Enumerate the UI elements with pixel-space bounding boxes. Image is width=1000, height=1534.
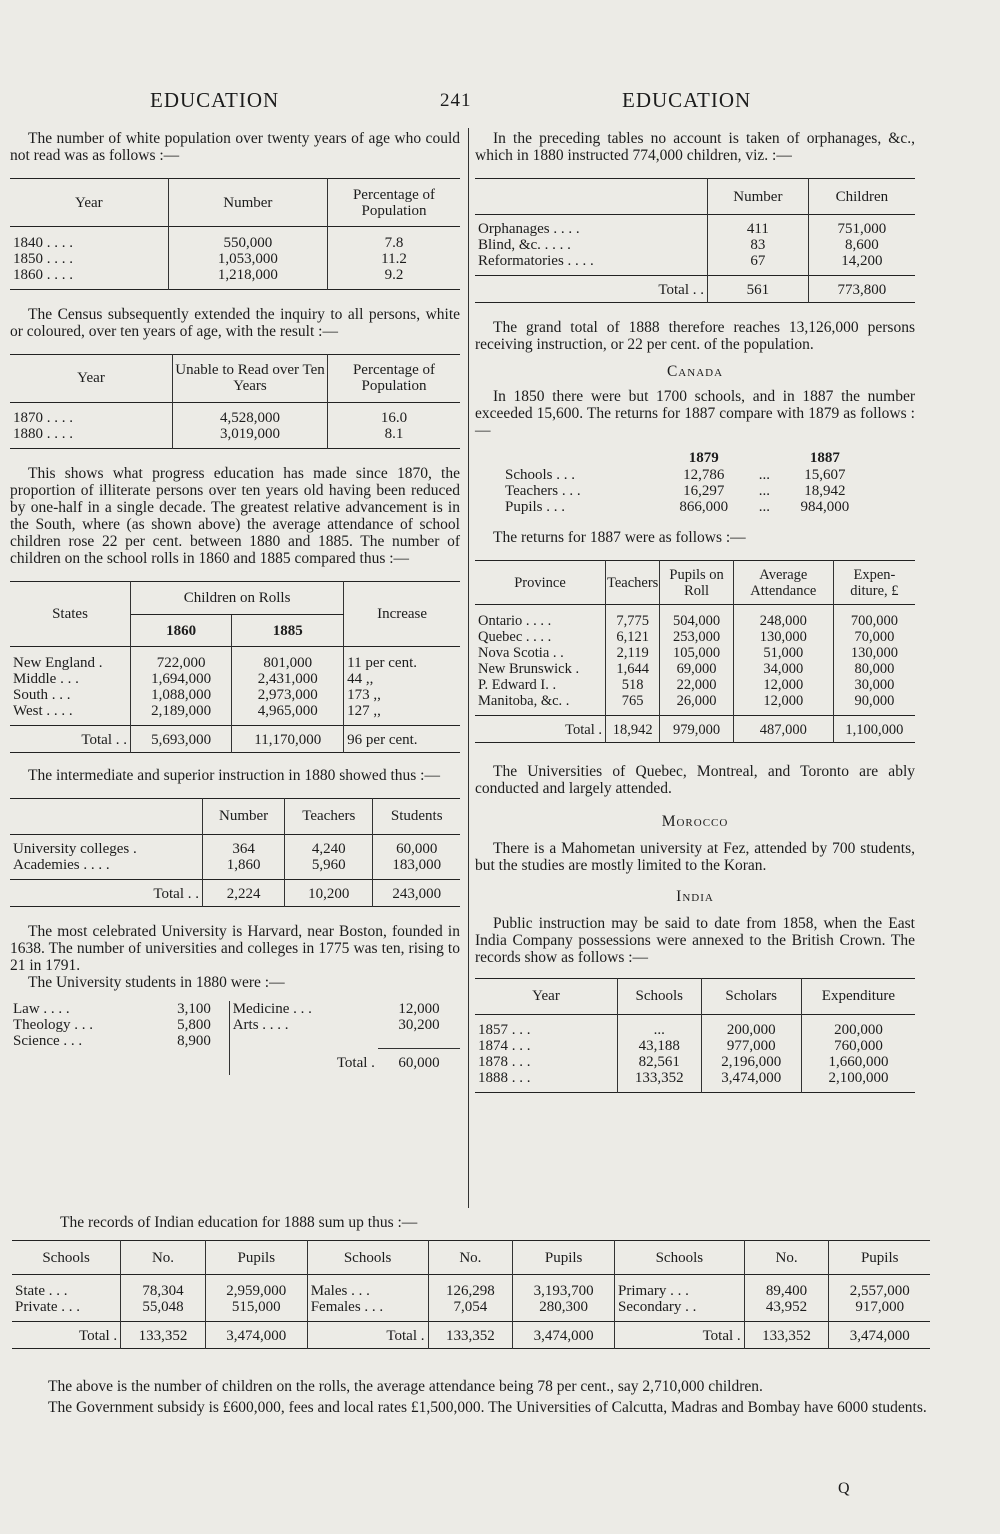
paragraph: In 1850 there were but 1700 schools, and in 1887 the number exceeded 15,600. The returns for 1887 compare with 1879 as follows :— bbox=[475, 388, 915, 439]
table-row: 1880 . . . . 3,019,000 8.1 bbox=[10, 426, 460, 449]
col-header: Children on Rolls bbox=[131, 582, 344, 615]
paragraph: The number of white population over twenty years of age who could not read was as follows :— bbox=[10, 130, 460, 164]
table-row: South . . . 1,088,000 2,973,000 173 ,, bbox=[10, 687, 460, 703]
col-header: Expen-diture, £ bbox=[850, 566, 899, 599]
table-row: 1850 . . . . 1,053,000 11.2 bbox=[10, 251, 460, 267]
canada-comparison-table bbox=[475, 449, 871, 515]
section-heading-canada: Canada bbox=[666, 363, 724, 380]
table-row: Reformatories . . . . 67 14,200 bbox=[475, 253, 915, 276]
col-header: 1879 bbox=[688, 450, 719, 466]
india-summary-table bbox=[12, 1240, 930, 1349]
india-records-table bbox=[475, 978, 915, 1094]
total-row: Total . 18,942 979,000 487,000 1,100,000 bbox=[475, 715, 915, 742]
table-row: Teachers . . . 16,297 ... 18,942 bbox=[505, 483, 846, 499]
col-header: Average Attendance bbox=[733, 561, 833, 605]
table-row: Ontario . . . . 7,775 504,000 248,000 700,000 bbox=[475, 613, 915, 629]
table-row: New England . 722,000 801,000 11 per cent. bbox=[10, 655, 460, 671]
col-header: Schools bbox=[12, 1241, 121, 1275]
col-header: Number bbox=[168, 179, 327, 227]
illiteracy-table bbox=[10, 178, 460, 290]
col-header: No. bbox=[428, 1241, 513, 1275]
paragraph: The University students in 1880 were :— bbox=[28, 973, 285, 991]
right-column bbox=[475, 130, 915, 1093]
census-table bbox=[10, 354, 460, 450]
section-heading-morocco: Morocco bbox=[661, 812, 729, 830]
university-students-table bbox=[10, 1001, 460, 1076]
superior-instruction-table bbox=[10, 798, 460, 907]
table-row: Nova Scotia . . 2,119 105,000 51,000 130,000 bbox=[475, 645, 915, 661]
col-header: States bbox=[10, 582, 131, 647]
col-header: Number bbox=[203, 798, 285, 834]
table-row: West . . . . 2,189,000 4,965,000 127 ,, bbox=[10, 703, 460, 726]
col-header: 1887 bbox=[809, 450, 840, 466]
col-header: 1885 bbox=[232, 615, 344, 647]
table-row: Orphanages . . . . 411 751,000 bbox=[475, 215, 915, 238]
col-header: Year bbox=[10, 354, 173, 402]
paragraph: The records of Indian education for 1888 sum up thus :— bbox=[60, 1214, 418, 1231]
col-header: Pupils bbox=[860, 1249, 899, 1266]
col-header: Teachers bbox=[606, 561, 660, 605]
paragraph: The Government subsidy is £600,000, fees and local rates £1,500,000. The Universities of Calcutta, Madras and Bombay have 6000 students. bbox=[48, 1399, 927, 1416]
signature-mark: Q bbox=[838, 1480, 850, 1497]
table-row: Quebec . . . . 6,121 253,000 130,000 70,000 bbox=[475, 629, 915, 645]
school-rolls-table bbox=[10, 581, 460, 753]
table-row: Law . . . . 3,100 Medicine . . . 12,000 bbox=[13, 1000, 440, 1017]
table-row: Pupils . . . 866,000 ... 984,000 bbox=[505, 499, 850, 515]
section-heading-india: India bbox=[676, 887, 714, 905]
table-row: Schools . . . 12,786 ... 15,607 bbox=[505, 467, 846, 483]
paragraph: The above is the number of children on the rolls, the average attendance being 78 per cent., say 2,710,000 children. bbox=[48, 1378, 763, 1395]
table-row: 1857 . . . ... 200,000 200,000 bbox=[475, 1022, 915, 1038]
col-header: Unable to Read over Ten Years bbox=[173, 354, 328, 402]
col-header: Pupils on Roll bbox=[660, 561, 734, 605]
page-number: 241 bbox=[440, 90, 472, 111]
total-row: Total . . 561 773,800 bbox=[475, 276, 915, 303]
running-header-right: EDUCATION bbox=[622, 88, 752, 112]
col-header: Pupils bbox=[513, 1241, 615, 1275]
running-header-left: EDUCATION bbox=[150, 88, 280, 112]
table-row: State . . . 78,304 2,959,000 Males . . . 126,298 3,193,700 Primary . . . 89,400 2,557,000 bbox=[12, 1283, 930, 1299]
paragraph: The grand total of 1888 therefore reaches 13,126,000 persons receiving instruction, or 22 per cent. of the population. bbox=[475, 319, 915, 353]
paragraph: Public instruction may be said to date from 1858, when the East India Company possessions were annexed to the British Crown. The records show as follows :— bbox=[475, 914, 915, 966]
total-row: Total . . 2,224 10,200 243,000 bbox=[10, 879, 460, 906]
footnotes bbox=[30, 1378, 930, 1416]
table-row: Middle . . . 1,694,000 2,431,000 44 ,, bbox=[10, 671, 460, 687]
table-row: 1874 . . . 43,188 977,000 760,000 bbox=[475, 1038, 915, 1054]
paragraph: The intermediate and superior instruction in 1880 showed thus :— bbox=[28, 766, 440, 784]
column-divider bbox=[468, 128, 469, 1208]
col-header: Year bbox=[475, 978, 618, 1014]
col-header: Percentage of Population bbox=[352, 362, 436, 394]
col-header: Increase bbox=[377, 606, 428, 622]
col-header: 1860 bbox=[131, 615, 232, 647]
table-row: 1878 . . . 82,561 2,196,000 1,660,000 bbox=[475, 1054, 915, 1070]
left-column bbox=[10, 130, 460, 1075]
col-header: Percentage of Population bbox=[352, 186, 436, 219]
table-row: Manitoba, &c. . 765 26,000 12,000 90,000 bbox=[475, 693, 915, 716]
table-row: 1870 . . . . 4,528,000 16.0 bbox=[10, 410, 460, 426]
paragraph: The most celebrated University is Harvard, near Boston, founded in 1638. The number of universities and colleges in 1775 was ten, rising to 21 in 1791. bbox=[10, 922, 460, 974]
paragraph: This shows what progress education has made since 1870, the proportion of illiterate persons over ten years old having been reduced by one-half in a single decade. The greatest relative advancement is in the South, where (as shown above) the average attendance of school children rose 22 per cent. between 1880 and 1885. The number of children on the school rolls in 1860 and 1885 compared thus :— bbox=[10, 465, 460, 567]
paragraph: The Universities of Quebec, Montreal, and Toronto are ably conducted and largely attended. bbox=[475, 762, 915, 797]
col-header: Number bbox=[708, 179, 809, 215]
total-row: Total . 60,000 bbox=[10, 1049, 460, 1076]
total-row: Total . . 5,693,000 11,170,000 96 per cent. bbox=[10, 725, 460, 752]
col-header: Pupils bbox=[205, 1241, 307, 1275]
paragraph: The Census subsequently extended the inquiry to all persons, white or coloured, over ten years of age, with the result :— bbox=[10, 305, 460, 340]
table-row: P. Edward I. . 518 22,000 12,000 30,000 bbox=[475, 677, 915, 693]
table-row: University colleges . 364 4,240 60,000 bbox=[10, 834, 460, 857]
col-header: No. bbox=[121, 1241, 206, 1275]
table-row: 1860 . . . . 1,218,000 9.2 bbox=[10, 267, 460, 290]
col-header: Province bbox=[475, 561, 606, 605]
table-row: Theology . . . 5,800 Arts . . . . 30,200 bbox=[13, 1016, 440, 1033]
table-row: New Brunswick . 1,644 69,000 34,000 80,000 bbox=[475, 661, 915, 677]
col-header: Scholars bbox=[701, 978, 801, 1014]
paragraph: There is a Mahometan university at Fez, attended by 700 students, but the studies are mostly limited to the Koran. bbox=[475, 839, 915, 874]
paragraph: In the preceding tables no account is taken of orphanages, &c., which in 1880 instructed 774,000 children, viz. :— bbox=[475, 130, 915, 164]
table-row: 1888 . . . 133,352 3,474,000 2,100,000 bbox=[475, 1070, 915, 1093]
paragraph: The returns for 1887 were as follows :— bbox=[493, 529, 746, 546]
col-header: Year bbox=[10, 179, 168, 227]
col-header: Schools bbox=[615, 1241, 745, 1275]
table-row: Blind, &c. . . . . 83 8,600 bbox=[475, 237, 915, 253]
table-row: 1840 . . . . 550,000 7.8 bbox=[10, 235, 460, 251]
total-row: Total . 133,352 3,474,000 Total . 133,352 3,474,000 Total . 133,352 3,474,000 bbox=[12, 1321, 930, 1348]
col-header: No. bbox=[744, 1241, 829, 1275]
table-row: Academies . . . . 1,860 5,960 183,000 bbox=[10, 857, 460, 880]
table-row: Private . . . 55,048 515,000 Females . . . 7,054 280,300 Secondary . . 43,952 917,000 bbox=[12, 1299, 930, 1322]
canada-provinces-table bbox=[475, 560, 915, 743]
orphanages-table bbox=[475, 178, 915, 303]
table-row: Science . . . 8,900 bbox=[10, 1033, 460, 1049]
col-header: Schools bbox=[307, 1241, 428, 1275]
col-header: Students bbox=[390, 808, 443, 824]
col-header: Expenditure bbox=[821, 988, 896, 1004]
col-header: Children bbox=[835, 188, 889, 205]
col-header: Teachers bbox=[285, 798, 373, 834]
col-header: Schools bbox=[618, 978, 702, 1014]
